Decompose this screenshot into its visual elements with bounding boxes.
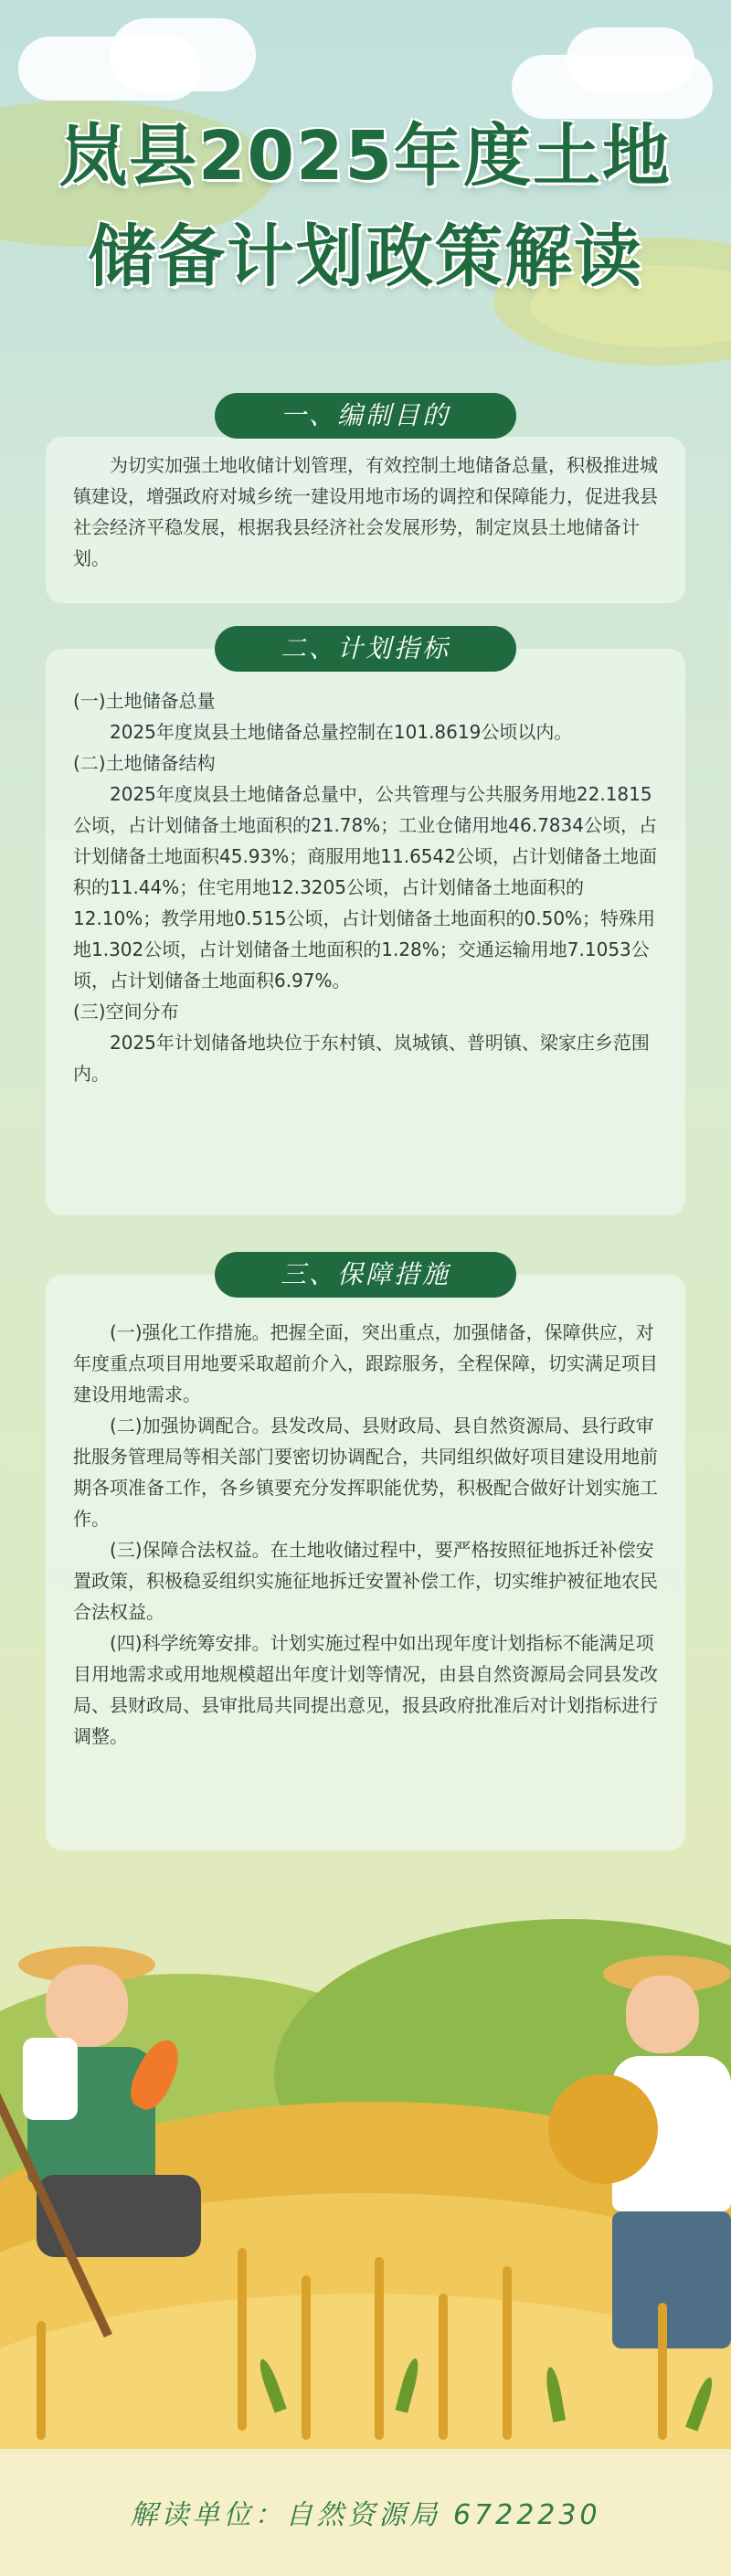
wheat-bundle-icon: [548, 2074, 658, 2184]
paragraph: 2025年度岚县土地储备总量中，公共管理与公共服务用地22.1815公顷，占计划储备土地面积的21.78%；工业仓储用地46.7834公顷，占计划储备土地面积45.93%；商服用地11.6542公顷，占计划储备土地面积的11.44%；住宅用地12.3205公顷，占计划储备土地面积的12.10%；教学用地0.515公顷，占计划储备土地面积的0.50%；特殊用地1.302公顷，占计划储备土地面积的1.28%；交通运输用地7.1053公顷，占计划储备土地面积6.97%。: [73, 783, 657, 991]
section-card-purpose: [46, 437, 685, 603]
subheading: (一)土地储备总量: [73, 690, 216, 712]
paragraph: (一)强化工作措施。把握全面，突出重点，加强储备，保障供应，对年度重点项目用地要采取超前介入，跟踪服务，全程保障，切实满足项目建设用地需求。: [73, 1321, 658, 1405]
pants: [612, 2211, 731, 2348]
wheat-stalk: [238, 2248, 247, 2431]
paragraph: 为切实加强土地收储计划管理，有效控制土地储备总量，积极推进城镇建设，增强政府对城乡统一建设用地市场的调控和保障能力，促进我县社会经济平稳发展，根据我县经济社会发展形势，制定岚县土地储备计划。: [73, 454, 658, 569]
page-title-line1: 岚县2025年度土地: [59, 117, 672, 196]
towel: [23, 2038, 78, 2120]
wheat-stalk: [658, 2303, 667, 2440]
section-card-measures: [46, 1275, 685, 1850]
cloud: [110, 18, 256, 91]
subheading: (三)空间分布: [73, 1001, 179, 1023]
section-heading-measures: 三、保障措施: [215, 1252, 516, 1298]
wheat-stalk: [439, 2294, 448, 2440]
wheat-stalk: [375, 2257, 384, 2440]
cloud: [567, 27, 694, 91]
face: [626, 1976, 699, 2053]
footer-credit: 解读单位：自然资源局 6722230: [130, 2499, 601, 2531]
paragraph: 2025年度岚县土地储备总量控制在101.8619公顷以内。: [110, 721, 573, 743]
farm-illustration: [0, 1864, 731, 2449]
section-heading-purpose: 一、编制目的: [215, 393, 516, 439]
wheat-stalk: [302, 2275, 311, 2440]
page-title-line2: 储备计划政策解读: [88, 217, 643, 296]
subheading: (二)土地储备结构: [73, 752, 216, 774]
footer: [0, 2454, 731, 2576]
paragraph: (三)保障合法权益。在土地收储过程中，要严格按照征地拆迁补偿安置政策，积极稳妥组织实施征地拆迁安置补偿工作，切实维护被征地农民合法权益。: [73, 1539, 658, 1623]
paragraph: (四)科学统筹安排。计划实施过程中如出现年度计划指标不能满足项目用地需求或用地规模超出年度计划等情况，由县自然资源局会同县发改局、县财政局、县审批局共同提出意见，报县政府批准后对计划指标进行调整。: [73, 1632, 658, 1747]
farmer-right: [548, 1956, 731, 2394]
paragraph: 2025年计划储备地块位于东村镇、岚城镇、普明镇、梁家庄乡范围内。: [73, 1032, 650, 1085]
section-card-indicators: [46, 649, 685, 1215]
face: [46, 1965, 128, 2047]
paragraph: (二)加强协调配合。县发改局、县财政局、县自然资源局、县行政审批服务管理局等相关部门要密切协调配合，共同组织做好项目建设用地前期各项准备工作，各乡镇要充分发挥职能优势，积极配合做好计划实施工作。: [73, 1415, 658, 1530]
farmer-left: [18, 1946, 219, 2385]
section-heading-indicators: 二、计划指标: [215, 626, 516, 672]
wheat-stalk: [503, 2266, 512, 2440]
wheat-stalk: [37, 2321, 46, 2440]
